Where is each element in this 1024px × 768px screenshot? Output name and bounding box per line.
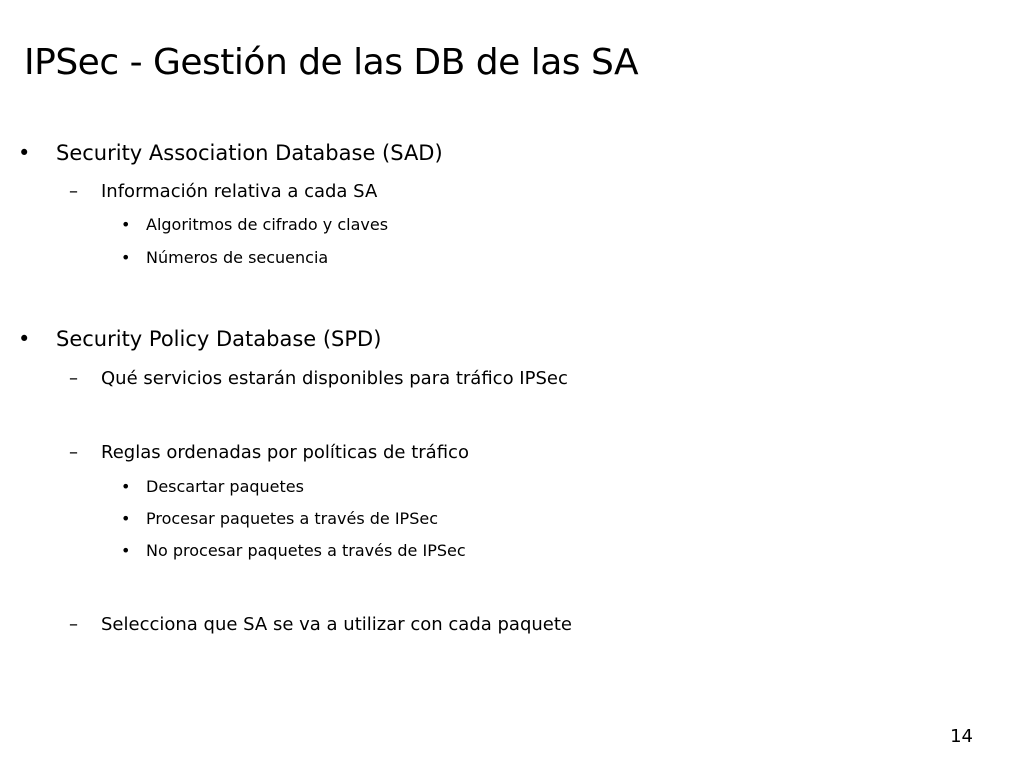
sub-item-spd-rules (69, 442, 469, 463)
rule-item-text: Descartar paquetes (146, 477, 304, 496)
rule-item-text: No procesar paquetes a través de IPSec (146, 541, 466, 560)
dash-marker: – (69, 442, 78, 463)
spd-selects-text: Selecciona que SA se va a utilizar con cada paquete (101, 614, 573, 635)
page-number: 14 (950, 726, 973, 747)
list-item (121, 541, 466, 560)
dash-marker: – (69, 181, 78, 202)
sad-item-text: Algoritmos de cifrado y claves (146, 215, 389, 234)
spd-heading: Security Policy Database (SPD) (56, 327, 382, 351)
sub-item-spd-selects (69, 614, 573, 635)
spd-rules-text: Reglas ordenadas por políticas de tráfico (101, 442, 469, 463)
spd-services-text: Qué servicios estarán disponibles para tráfico IPSec (101, 368, 568, 389)
bullet-marker: • (121, 509, 131, 528)
bullet-marker: • (121, 477, 131, 496)
list-item (121, 509, 438, 528)
bullet-sad (18, 141, 443, 165)
bullet-marker: • (121, 248, 131, 267)
rule-item-text: Procesar paquetes a través de IPSec (146, 509, 438, 528)
bullet-marker: • (121, 541, 131, 560)
list-item (121, 248, 329, 267)
bullet-spd (18, 327, 382, 351)
sub-item-spd-services (69, 368, 568, 389)
bullet-marker: • (121, 215, 131, 234)
bullet-marker: • (18, 327, 31, 351)
list-item (121, 477, 304, 496)
sad-heading: Security Association Database (SAD) (56, 141, 443, 165)
slide-title: IPSec - Gestión de las DB de las SA (24, 42, 639, 83)
sad-info-text: Información relativa a cada SA (101, 181, 378, 202)
list-item (121, 215, 389, 234)
bullet-marker: • (18, 141, 31, 165)
sad-item-text: Números de secuencia (146, 248, 329, 267)
dash-marker: – (69, 368, 78, 389)
dash-marker: – (69, 614, 78, 635)
sub-item-sad-info (69, 181, 378, 202)
